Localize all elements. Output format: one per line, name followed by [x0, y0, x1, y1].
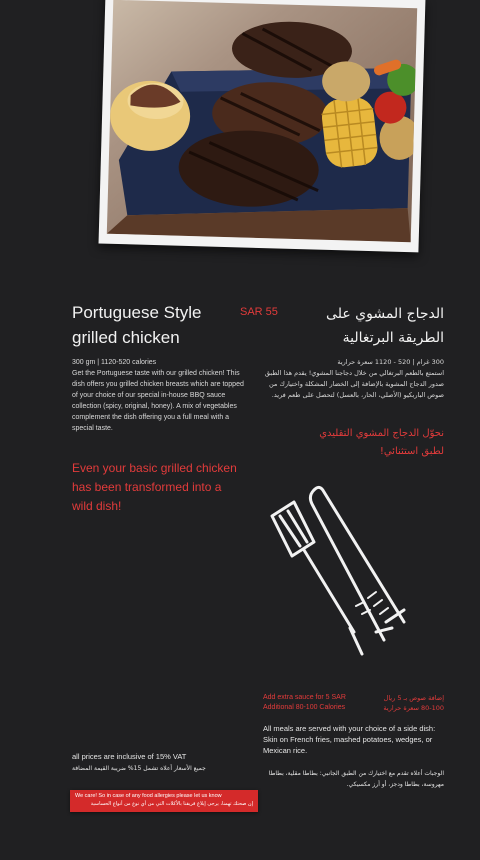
dish-tagline-ar-line1: نحوّل الدجاج المشوي التقليدي [319, 428, 444, 439]
extra-sauce-en [263, 693, 346, 713]
dish-details-ar: 300 غرام | 520 - 1120 سعرة حرارية [337, 358, 444, 366]
dish-tagline-ar [264, 425, 444, 461]
allergy-notice [70, 790, 258, 812]
dish-title-en [72, 300, 242, 350]
extra-sauce-ar [383, 693, 444, 713]
extra-sauce-price-ar: إضافة صوص بـ 5 ريال [383, 694, 444, 702]
dish-description-en-text: Get the Portuguese taste with our grilled chicken! This dish offers you grilled chicken breasts which are topped of your choice of our special in-house BBQ sauce collection (spicy, original, honey). A mix of vegetables complement the dish offering you a full meal with a special taste. [72, 370, 244, 432]
dish-title-ar-line1: الدجاج المشوي على [326, 306, 444, 322]
dish-photo [107, 0, 417, 242]
extra-sauce-price-en: Add extra sauce for 5 SAR [263, 694, 346, 701]
dish-description-en [72, 357, 244, 434]
dish-details-en: 300 gm | 1120-520 calories [72, 359, 157, 366]
dish-title-en-line2: grilled chicken [72, 328, 180, 347]
dish-title-en-line1: Portuguese Style [72, 303, 202, 322]
dish-title-ar-line2: الطريقة البرتغالية [342, 330, 444, 346]
dish-description-ar-text: استمتع بالطعم البرتغالي من خلال دجاجنا المشوي! يقدم هذا الطبق صدور الدجاج المشوية بالإضافة إلى الخضار المشكلة واختيارك من صوص الباربكيو (الأصلي، الحار، بالعسل) لتحصل على طعم فريد. [264, 369, 444, 399]
side-dish-note-ar: الوجبات أعلاه تقدم مع اختيارك من الطبق الجانبي: بطاطا مقلية، بطاطا مهروسة، بطاطا ودجز، أو أرز مكسيكي. [268, 770, 444, 788]
allergy-notice-en: We care! So in case of any food allergies please let us know [75, 793, 222, 799]
grill-spatula-and-tongs-icon [264, 482, 414, 662]
allergy-notice-ar: إن صحتك تهمنا، يرجى إبلاغ فريقنا بالأكلات التي من أي نوع من أنواع الحساسية [90, 801, 253, 807]
dish-tagline-ar-line2: لطبق استثنائي! [379, 446, 444, 457]
dish-tagline-en: Even your basic grilled chicken has been transformed into a wild dish! [72, 461, 237, 513]
dish-title-ar [274, 302, 444, 350]
dish-photo-frame [99, 0, 426, 252]
extra-sauce-calories-ar: 80-100 سعرة حرارية [383, 704, 444, 712]
vat-note-en: all prices are inclusive of 15% VAT [72, 752, 187, 761]
vat-note-ar: جميع الأسعار أعلاه تشمل 15% ضريبة القيمة المضافة [72, 765, 206, 772]
dish-description-ar [264, 357, 444, 401]
extra-sauce-calories-en: Additional 80-100 Calories [263, 704, 346, 711]
side-dish-note-en: All meals are served with your choice of a side dish: Skin on French fries, mashed potatoes, wedges, or Mexican rice. [263, 724, 436, 755]
grilled-chicken-image [107, 0, 417, 242]
dish-price: SAR 55 [240, 306, 278, 318]
